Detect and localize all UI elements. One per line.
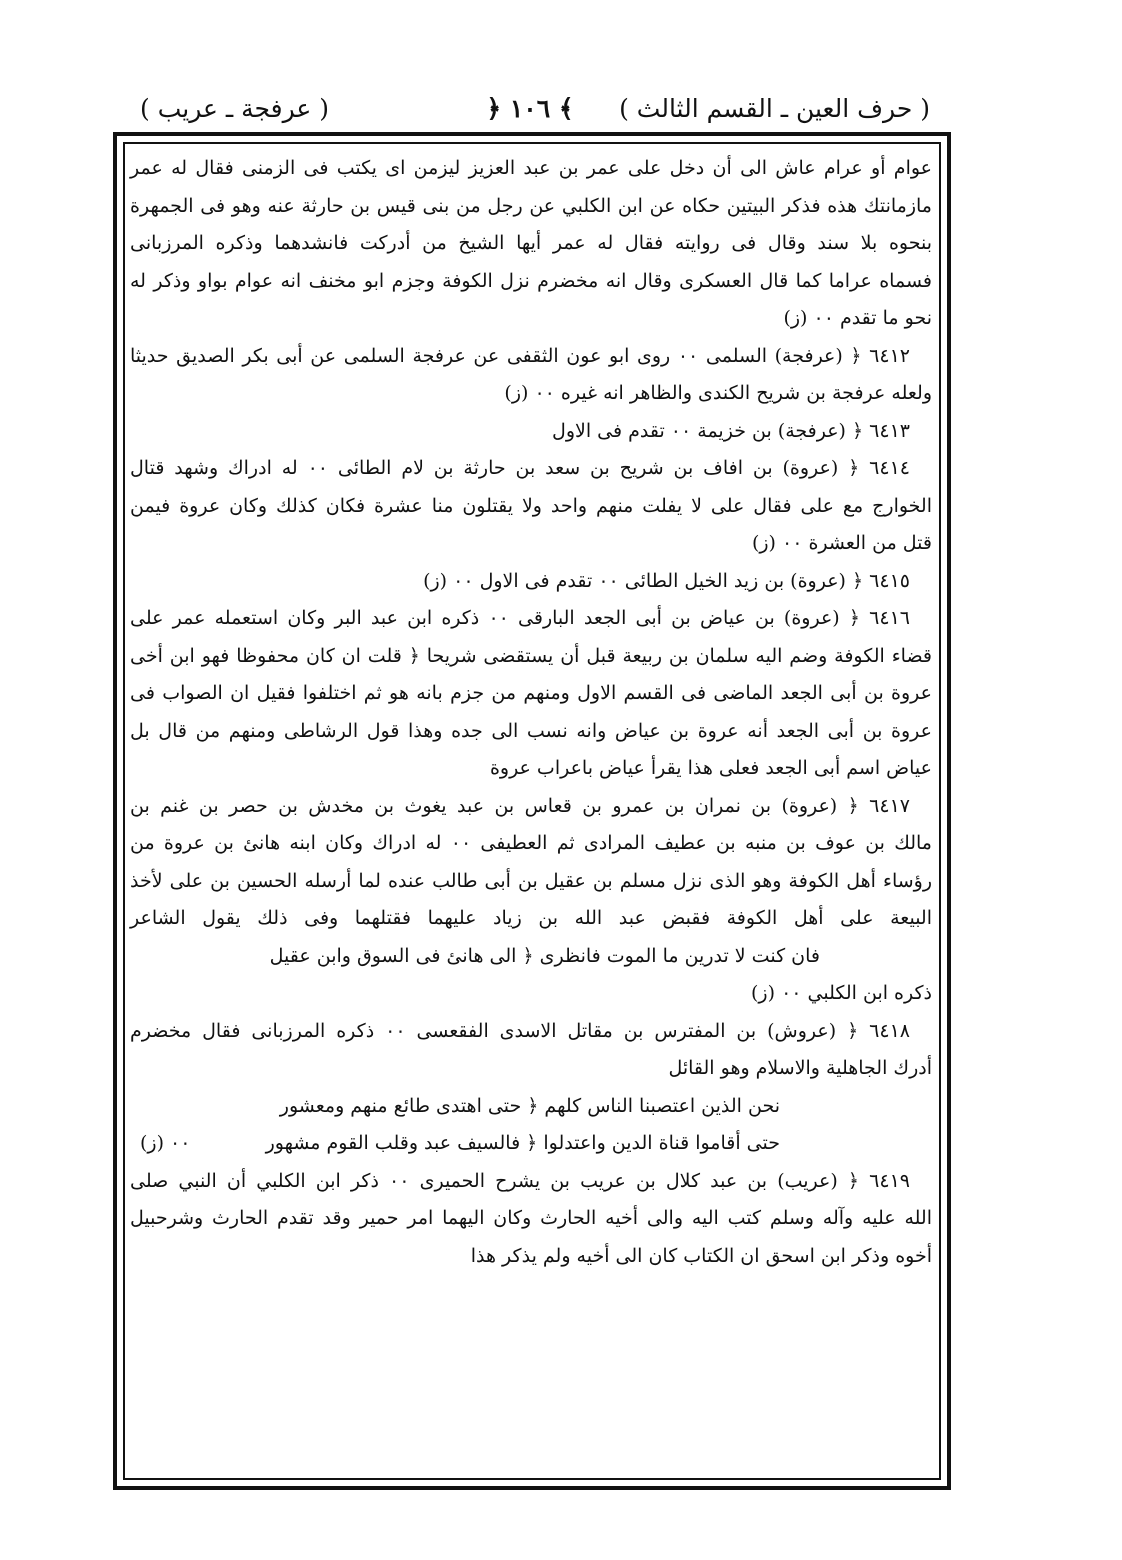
text-line: ولعله عرفجة بن شريح الكندى والظاهر انه غيره ٠٠ (ز) bbox=[504, 382, 932, 404]
text-line: عروة بن أبى الجعد الماضى فى القسم الاول ومنهم من جزم بانه هو ثم اختلفوا فقيل ان الصواب فى bbox=[130, 682, 932, 704]
section-title: ( حرف العين ـ القسم الثالث ) bbox=[619, 94, 930, 123]
page-number: ﴾ ١٠٦ ﴿ bbox=[486, 94, 574, 123]
text-line: أخوه وذكر ابن اسحق ان الكتاب كان الى أخيه ولم يذكر هذا bbox=[470, 1244, 932, 1267]
text-line: فسماه عراما كما قال العسكرى وقال انه مخضرم نزل الكوفة وجزم ابو مخنف انه عوام بواو وذكر له bbox=[130, 269, 932, 292]
poem-verse bbox=[122, 1125, 940, 1163]
entry-6418: ٦٤١٨ ﴿ (عروش) بن المفترس بن مقاتل الاسدى الفقعسى ٠٠ ذكره المرزبانى فقال مخضرم bbox=[130, 1019, 910, 1042]
text-line: مالك بن عوف بن منبه بن عطيف المرادى ثم العطيفى ٠٠ له ادراك وكان ابنه هانئ بن عروة من bbox=[130, 832, 932, 854]
text-line: البيعة على أهل الكوفة فقبض عبد الله بن زياد عليهما فقتلهما وفى ذلك يقول الشاعر bbox=[130, 907, 932, 929]
entry-range: ( عرفجة ـ عريب ) bbox=[140, 94, 330, 123]
verse-source-mark: ٠٠ (ز) bbox=[140, 1132, 191, 1154]
text-line: قتل من العشرة ٠٠ (ز) bbox=[751, 532, 932, 554]
text-line: ذكره ابن الكلبي ٠٠ (ز) bbox=[751, 982, 932, 1004]
entry-6416: ٦٤١٦ ﴿ (عروة) بن عياض بن أبى الجعد البارقى ٠٠ ذكره ابن عبد البر وكان استعمله عمر على bbox=[130, 607, 910, 629]
entry-6415: ٦٤١٥ ﴿ (عروة) بن زيد الخيل الطائى ٠٠ تقدم فى الاول ٠٠ (ز) bbox=[423, 569, 910, 592]
text-line: قضاء الكوفة وضم اليه سلمان بن ربيعة قبل أن يستقضى شريحا ﴿ قلت ان كان محفوظا فهو ابن أخى bbox=[130, 644, 932, 667]
page-body bbox=[122, 150, 940, 1275]
entry-6414: ٦٤١٤ ﴿ (عروة) بن افاف بن شريح بن سعد بن حارثة بن لام الطائى ٠٠ له ادراك وشهد قتال bbox=[130, 457, 910, 479]
poem-verse: فان كنت لا تدرين ما الموت فانظرى ﴿ الى هانئ فى السوق وابن عقيل bbox=[269, 944, 820, 967]
entry-6412: ٦٤١٢ ﴿ (عرفجة) السلمى ٠٠ روى ابو عون الثقفى عن عرفجة السلمى عن أبى بكر الصديق حديثا bbox=[130, 344, 910, 367]
text-line: الخوارج مع على فقال على لا يفلت منهم واحد ولا يقتلون منا عشرة فكان كذلك وكان عروة فيمن bbox=[130, 494, 932, 517]
entry-6419: ٦٤١٩ ﴿ (عريب) بن عبد كلال بن عريب بن يشرح الحميرى ٠٠ ذكر ابن الكلبي أن النبي صلى bbox=[130, 1169, 910, 1192]
text-line: بنحوه بلا سند وقال فى روايته فقال له عمر أيها الشيخ من أدركت فانشدهما وذكره المرزبانى bbox=[130, 232, 932, 254]
text-line: عياض اسم أبى الجعد فعلى هذا يقرأ عياض باعراب عروة bbox=[489, 757, 932, 779]
entry-6417: ٦٤١٧ ﴿ (عروة) بن نمران بن عمرو بن قعاس بن عبد يغوث بن مخدش بن حصر بن غنم بن bbox=[130, 794, 910, 817]
poem-verse: نحن الذين اعتصبنا الناس كلهم ﴿ حتى اهتدى طائع منهم ومعشور bbox=[279, 1094, 780, 1117]
text-line: الله عليه وآله وسلم كتب اليه والى أخيه الحارث وكان اليهما امر حمير وقد تقدم الحارث وشرحبيل bbox=[130, 1207, 932, 1229]
text-line: رؤساء أهل الكوفة وهو الذى نزل مسلم بن عقيل بن أبى طالب عنده لما أرسله الحسين بن على لأخذ bbox=[130, 869, 932, 892]
page-header bbox=[130, 92, 930, 134]
text-line: عوام أو عرام عاش الى أن دخل على عمر بن عبد العزيز ليزمن اى يكتب فى الزمنى فقال له عمر bbox=[130, 157, 932, 179]
entry-6413: ٦٤١٣ ﴿ (عرفجة) بن خزيمة ٠٠ تقدم فى الاول bbox=[552, 419, 910, 442]
text-line: مازمانتك هذه فذكر البيتين حكاه عن ابن الكلبي عن رجل من بنى قيس بن حارثة عنه وهو فى الجمهرة bbox=[130, 194, 932, 217]
text-line: عروة بن أبى الجعد أنه عروة بن عياض وانه نسب الى جده وهذا قول الرشاطى ومنهم من قال بل bbox=[130, 719, 932, 742]
text-line: نحو ما تقدم ٠٠ (ز) bbox=[783, 307, 932, 329]
poem-verse-text: حتى أقاموا قناة الدين واعتدلوا ﴿ فالسيف عبد وقلب القوم مشهور bbox=[265, 1132, 780, 1154]
text-line: أدرك الجاهلية والاسلام وهو القائل bbox=[668, 1057, 932, 1079]
